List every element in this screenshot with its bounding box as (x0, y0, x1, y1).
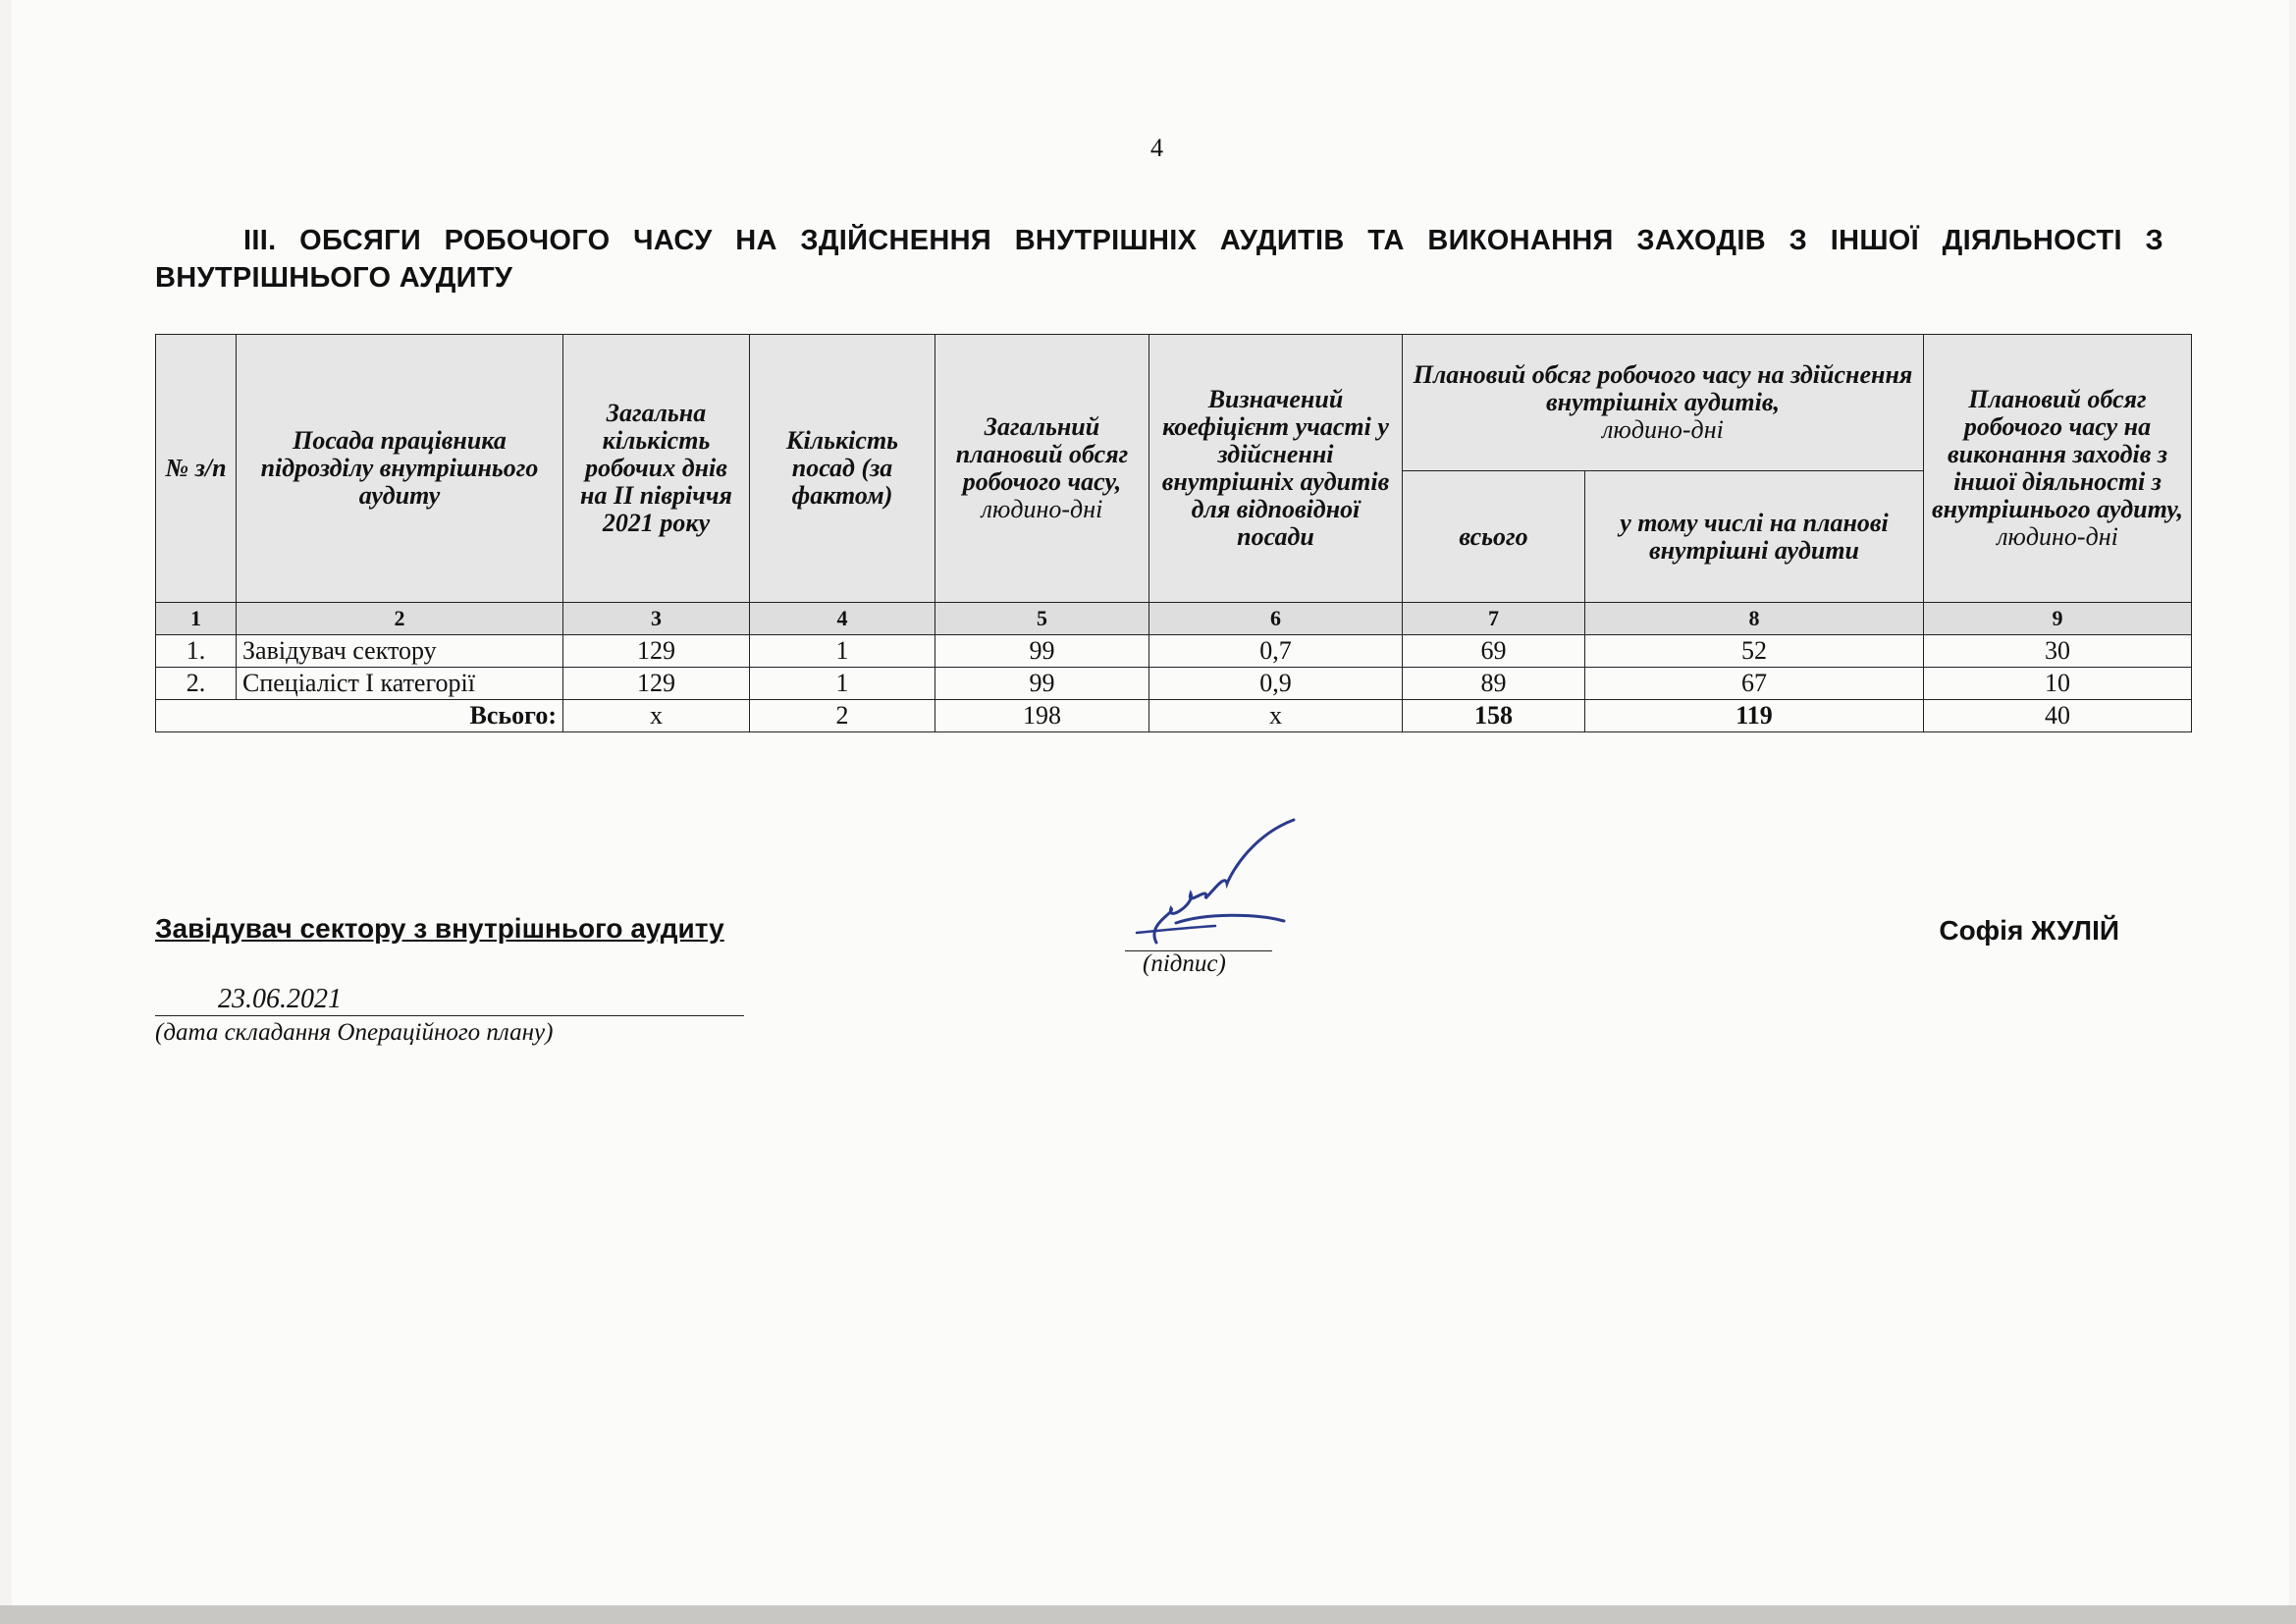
signature-caption: (підпис) (1143, 950, 1226, 977)
row-number: 1. (156, 635, 237, 668)
column-number: 9 (1924, 603, 2192, 635)
row-total: 99 (935, 668, 1149, 700)
column-number: 4 (750, 603, 935, 635)
row-days: 129 (563, 668, 750, 700)
header-number: № з/п (156, 335, 237, 603)
total-audits-total: 158 (1403, 700, 1585, 732)
row-coefficient: 0,7 (1149, 635, 1403, 668)
handwritten-signature (1117, 815, 1313, 962)
total-days: x (563, 700, 750, 732)
work-time-table (155, 334, 2192, 732)
column-numbers-row (156, 603, 2192, 635)
header-audits-total: всього (1403, 471, 1585, 603)
row-posts: 1 (750, 635, 935, 668)
column-number: 8 (1585, 603, 1924, 635)
row-position: Завідувач сектору (237, 635, 563, 668)
header-total-time-main: Загальний плановий обсяг робочого часу, (955, 412, 1129, 496)
column-number: 7 (1403, 603, 1585, 635)
total-row (156, 700, 2192, 732)
head-name: Софія ЖУЛІЙ (1939, 915, 2119, 946)
total-posts: 2 (750, 700, 935, 732)
row-posts: 1 (750, 668, 935, 700)
total-planned-audits: 119 (1585, 700, 1924, 732)
header-other-activity (1924, 335, 2192, 603)
head-title: Завідувач сектору з внутрішнього аудиту (155, 913, 724, 944)
date-line (155, 1015, 744, 1016)
header-posts-count: Кількість посад (за фактом) (750, 335, 935, 603)
header-audit-time-unit: людино-дні (1602, 415, 1724, 444)
row-planned-audits: 67 (1585, 668, 1924, 700)
row-audits-total: 69 (1403, 635, 1585, 668)
page-number: 4 (1150, 134, 1163, 162)
header-audit-time-group (1403, 335, 1924, 471)
column-number: 1 (156, 603, 237, 635)
total-label: Всього: (156, 700, 563, 732)
row-position: Спеціаліст І категорії (237, 668, 563, 700)
row-audits-total: 89 (1403, 668, 1585, 700)
header-other-activity-unit: людино-дні (1997, 522, 2118, 551)
table-row (156, 668, 2192, 700)
row-coefficient: 0,9 (1149, 668, 1403, 700)
scan-bottom-edge (0, 1605, 2296, 1624)
column-number: 3 (563, 603, 750, 635)
row-other-activity: 10 (1924, 668, 2192, 700)
header-row-1 (156, 335, 2192, 471)
date-caption: (дата складання Операційного плану) (155, 1019, 554, 1046)
header-total-time-unit: людино-дні (981, 495, 1103, 523)
row-number: 2. (156, 668, 237, 700)
total-coefficient: x (1149, 700, 1403, 732)
section-title: ІІІ. ОБСЯГИ РОБОЧОГО ЧАСУ НА ЗДІЙСНЕННЯ ВНУТРІШНІХ АУДИТІВ ТА ВИКОНАННЯ ЗАХОДІВ З ІНШОЇ ДІЯЛЬНОСТІ З ВНУТРІШНЬОГО АУДИТУ (155, 225, 2163, 294)
row-total: 99 (935, 635, 1149, 668)
header-position: Посада працівника підрозділу внутрішнього аудиту (237, 335, 563, 603)
table-row (156, 635, 2192, 668)
header-audit-time-main: Плановий обсяг робочого часу на здійснення внутрішніх аудитів, (1413, 360, 1913, 416)
row-planned-audits: 52 (1585, 635, 1924, 668)
plan-date: 23.06.2021 (218, 984, 342, 1014)
total-other-activity: 40 (1924, 700, 2192, 732)
header-total-time (935, 335, 1149, 603)
header-planned-audits: у тому числі на планові внутрішні аудити (1585, 471, 1924, 603)
column-number: 2 (237, 603, 563, 635)
row-other-activity: 30 (1924, 635, 2192, 668)
header-other-activity-main: Плановий обсяг робочого часу на виконання заходів з іншої діяльності з внутрішнього аудиту, (1932, 385, 2183, 523)
row-days: 129 (563, 635, 750, 668)
header-coefficient: Визначений коефіцієнт участі у здійсненні внутрішніх аудитів для відповідної посади (1149, 335, 1403, 603)
column-number: 5 (935, 603, 1149, 635)
total-total: 198 (935, 700, 1149, 732)
column-number: 6 (1149, 603, 1403, 635)
header-working-days: Загальна кількість робочих днів на ІІ півріччя 2021 року (563, 335, 750, 603)
